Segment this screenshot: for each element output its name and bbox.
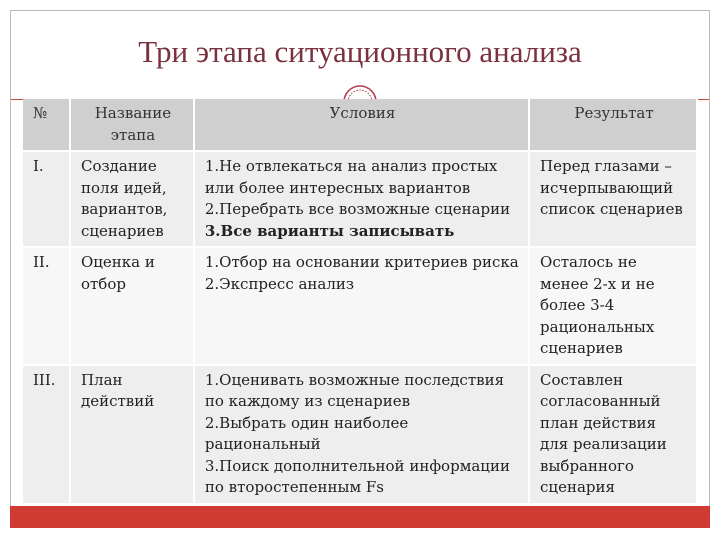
header-stage-name: Название этапа: [70, 99, 194, 151]
row-number: III.: [23, 365, 70, 503]
stages-table: [23, 99, 698, 503]
condition-item: 3.Поиск дополнительной информации по второстепенным Fs: [204, 456, 510, 496]
condition-item: 1.Отбор на основании критериев риска: [204, 253, 519, 271]
condition-item: 2.Перебрать все возможные сценарии: [204, 200, 511, 218]
table-row: [23, 151, 697, 247]
row-stage-name: Создание поля идей, вариантов, сценариев: [70, 151, 194, 247]
row-conditions: [194, 151, 529, 247]
condition-item: 2.Выбрать один наиболее рациональный: [204, 413, 409, 453]
header-number: №: [23, 99, 70, 151]
table-row: [23, 365, 697, 503]
condition-item: 3.Все варианты записывать: [204, 221, 455, 240]
slide-title: Три этапа ситуационного анализа: [138, 34, 582, 69]
row-number: I.: [23, 151, 70, 247]
table-header-row: [23, 99, 697, 151]
divider-left: [11, 99, 23, 100]
bottom-accent-bar: [10, 506, 710, 528]
header-result: Результат: [529, 99, 697, 151]
condition-item: 2.Экспресс анализ: [204, 274, 355, 293]
row-stage-name: План действий: [70, 365, 194, 503]
divider-right: [697, 99, 709, 100]
condition-item: 1.Не отвлекаться на анализ простых или более интересных вариантов: [204, 157, 498, 197]
row-result: Перед глазами – исчерпывающий список сценариев: [529, 151, 697, 247]
condition-item: 1.Оценивать возможные последствия по каждому из сценариев: [204, 370, 505, 410]
table-row: [23, 247, 697, 365]
row-result: Составлен согласованный план действия для реализации выбранного сценария: [529, 365, 697, 503]
row-conditions: [194, 365, 529, 503]
header-conditions: Условия: [194, 99, 529, 151]
row-conditions: [194, 247, 529, 365]
row-number: II.: [23, 247, 70, 365]
row-stage-name: Оценка и отбор: [70, 247, 194, 365]
row-result: Осталось не менее 2-х и не более 3-4 рациональных сценариев: [529, 247, 697, 365]
